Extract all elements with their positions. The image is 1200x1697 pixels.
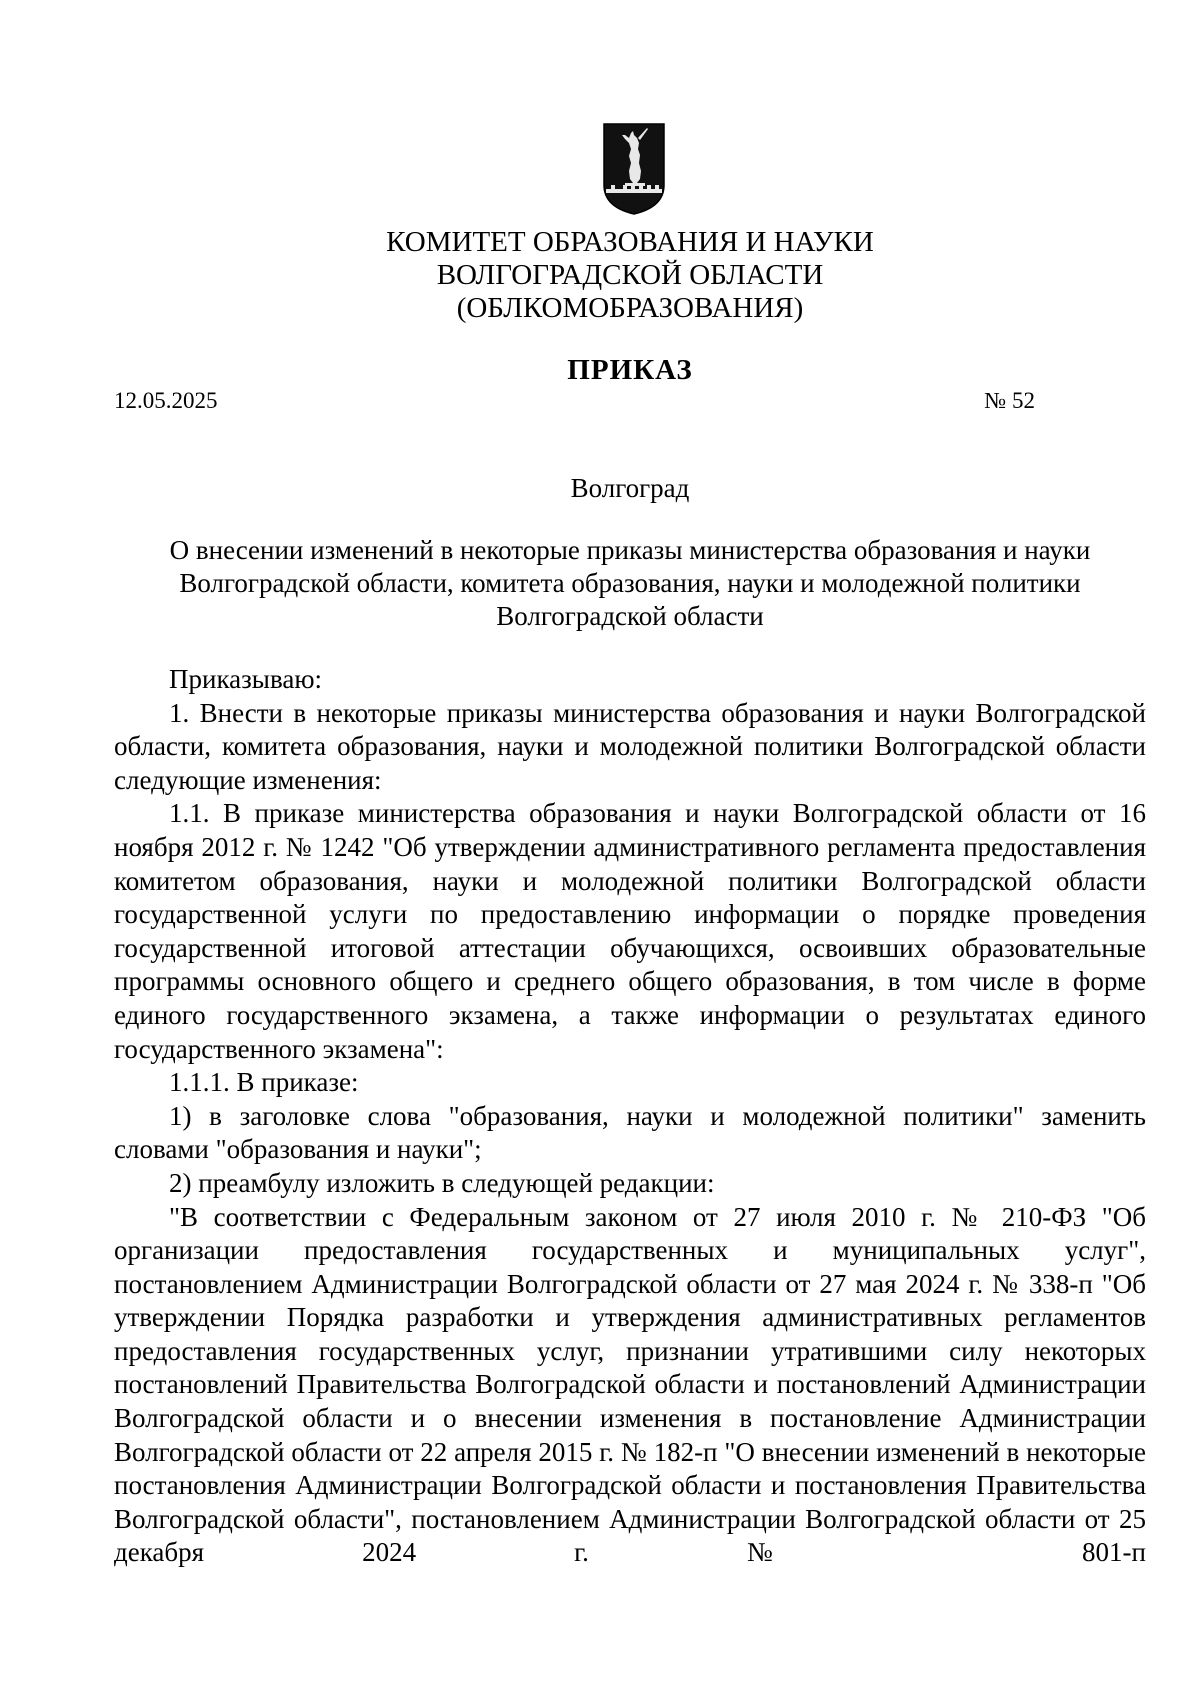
subject-line: Волгоградской области [496, 601, 764, 631]
body-paragraph: 1. Внести в некоторые приказы министерства образования и науки Волгоградской области, комитета образования, науки и молодежной политики Волгоградской области следующие изменения: [114, 697, 1146, 795]
body-paragraph: "В соответствии с Федеральным законом от 27 июля 2010 г. № 210-ФЗ "Об организации предоставления государственных и муниципальных услуг", постановлением Администрации Волгоградской области от 27 мая 2024 г. № 338-п "Об утверждении Порядка разработки и утверждения административных регламентов предоставления государственных услуг, признании утратившими силу некоторых постановлений Правительства Волгоградской области и постановлений Администрации Волгоградской области и о внесении изменения в постановление Администрации Волгоградской области от 22 апреля 2015 г. № 182-п "О внесении изменений в некоторые постановления Администрации Волгоградской области и постановления Правительства Волгоградской области", постановлением Администрации Волгоградской области от 25 декабря 2024 г. № 801-п [114, 1201, 1146, 1568]
subject-line: Волгоградской области, комитета образования, науки и молодежной политики [179, 568, 1081, 598]
body-paragraph: Приказываю: [169, 664, 322, 694]
document-date: 12.05.2025 [114, 388, 218, 413]
organization-name-line: (ОБЛКОМОБРАЗОВАНИЯ) [456, 292, 804, 324]
document-body [114, 663, 1146, 1570]
document-city: Волгоград [570, 473, 690, 503]
organization-name-line: КОМИТЕТ ОБРАЗОВАНИЯ И НАУКИ [386, 226, 874, 258]
document-type-title: ПРИКАЗ [567, 354, 693, 386]
subject-line: О внесении изменений в некоторые приказы министерства образования и науки [169, 535, 1091, 565]
body-paragraph: 1.1.1. В приказе: [169, 1067, 359, 1098]
body-paragraph: 1) в заголовке слова "образования, науки и молодежной политики" заменить словами "образования и науки"; [114, 1100, 1146, 1165]
coat-of-arms-emblem [603, 123, 665, 215]
document-number: № 52 [984, 388, 1035, 413]
organization-name-line: ВОЛГОГРАДСКОЙ ОБЛАСТИ [436, 259, 824, 291]
body-paragraph: 2) преамбулу изложить в следующей редакции: [169, 1167, 715, 1198]
organization-name [0, 226, 1200, 325]
document-subject [114, 534, 1146, 633]
body-paragraph: 1.1. В приказе министерства образования и науки Волгоградской области от 16 ноября 2012 г. № 1242 "Об утверждении административного регламента предоставления комитетом образования, науки и молодежной политики Волгоградской области государственной услуги по предоставлению информации о порядке проведения государственной итоговой аттестации обучающихся, освоивших образовательные программы основного общего и среднего общего образования, в том числе в форме единого государственного экзамена, а также информации о результатах единого государственного экзамена": [114, 798, 1146, 1064]
